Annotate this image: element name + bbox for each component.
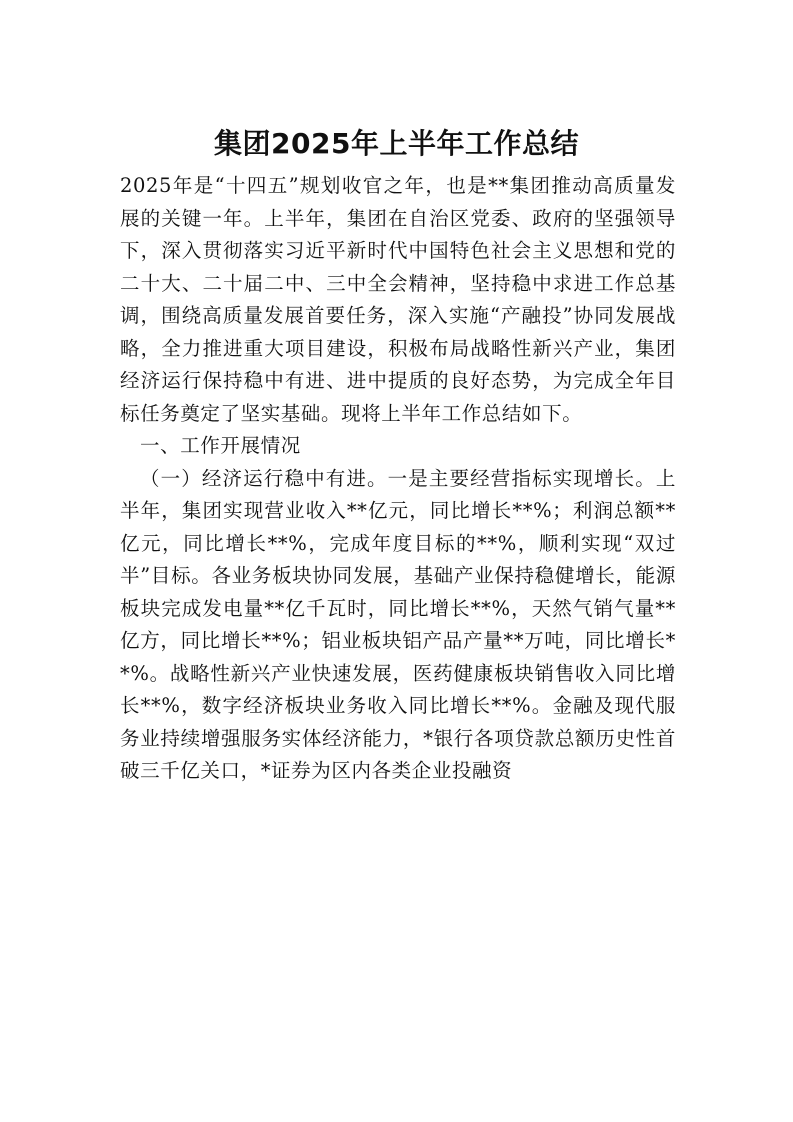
section-heading-work-progress: 一、工作开展情况: [140, 434, 301, 457]
document-body: [120, 170, 676, 788]
intro-paragraph: 2025年是“十四五”规划收官之年，也是**集团推动高质量发展的关键一年。上半年，集团在自治区党委、政府的坚强领导下，深入贯彻落实习近平新时代中国特色社会主义思想和党的二十大、二十届二中、三中全会精神，坚持稳中求进工作总基调，围绕高质量发展首要任务，深入实施“产融投”协同发展战略，全力推进重大项目建设，积极布局战略性新兴产业，集团经济运行保持稳中有进、进中提质的良好态势，为完成全年目标任务奠定了坚实基础。现将上半年工作总结如下。: [120, 174, 676, 425]
document-title: 集团2025年上半年工作总结: [214, 127, 579, 160]
section-paragraph-economic-operation: （一）经济运行稳中有进。一是主要经营指标实现增长。上半年，集团实现营业收入**亿元，同比增长**%；利润总额**亿元，同比增长**%，完成年度目标的**%，顺利实现“双过半”目标。各业务板块协同发展，基础产业保持稳健增长，能源板块完成发电量**亿千瓦时，同比增长**%，天然气销气量**亿方，同比增长**%；铝业板块铝产品产量**万吨，同比增长**%。战略性新兴产业快速发展，医药健康板块销售收入同比增长**%，数字经济板块业务收入同比增长**%。金融及现代服务业持续增强服务实体经济能力，*银行各项贷款总额历史性首破三千亿关口，*证券为区内各类企业投融资: [120, 466, 676, 782]
